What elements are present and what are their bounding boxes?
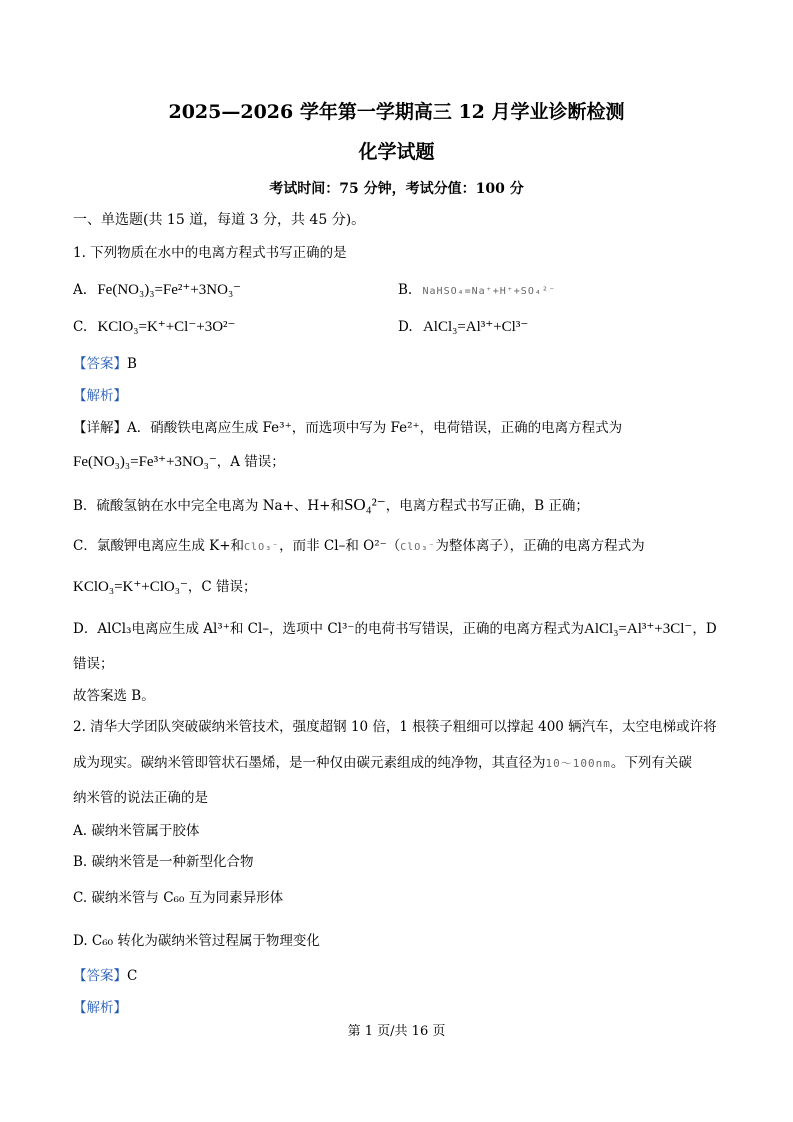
q1-detail-c-formula: KClO₃=K⁺+ClO₃⁻ — [73, 579, 188, 595]
q1-detail-tag: 【详解】 — [73, 420, 127, 436]
q1-option-c-label: C. — [73, 319, 88, 335]
section-heading: 一、单选题(共 15 道，每道 3 分，共 45 分)。 — [73, 212, 366, 228]
q1-detail-a-text: A．硝酸铁电离应生成 Fe³⁺，而选项中写为 Fe²⁺，电荷错误，正确的电离方程式为 — [127, 420, 623, 436]
q1-conclusion: 故答案选 B。 — [73, 688, 155, 704]
q1-detail-a — [73, 419, 622, 437]
q1-detail-c-tail: ，C 错误； — [187, 579, 257, 595]
q1-detail-b — [73, 496, 589, 515]
q1-option-b-label: B. — [398, 282, 413, 298]
q2-answer-value: C — [127, 968, 138, 984]
q1-detail-c-end: 为整体离子），正确的电离方程式为 — [435, 538, 645, 554]
q1-detail-a-end: ，A 错误； — [216, 454, 285, 470]
q1-detail-c — [73, 537, 645, 557]
q2-stem-line2b: 。下列有关碳 — [610, 755, 692, 771]
q1-stem: 1. 下列物质在水中的电离方程式书写正确的是 — [73, 245, 347, 261]
q1-detail-d-text: D．AlCl₃电离应生成 Al³⁺和 Cl–，选项中 Cl³⁻的电荷书写错误，正确的电离方程式为 — [73, 621, 585, 637]
q2-answer-tag: 【答案】 — [73, 968, 127, 984]
q1-detail-d-formula: AlCl₃=Al³⁺+3Cl⁻ — [584, 621, 693, 637]
q1-option-c-formula: KClO₃=K⁺+Cl⁻+3O²⁻ — [97, 319, 236, 335]
exam-title: 2025—2026 学年第一学期高三 12 月学业诊断检测 — [168, 101, 625, 123]
q2-answer — [73, 967, 137, 985]
q1-detail-c-text: C．氯酸钾电离应生成 K+和 — [73, 538, 245, 554]
q2-option-c: C. 碳纳米管与 C₆₀ 互为同素异形体 — [73, 890, 284, 906]
q1-option-a — [73, 281, 241, 299]
q2-analysis-tag: 【解析】 — [73, 1000, 127, 1016]
q2-option-d: D. C₆₀ 转化为碳纳米管过程属于物理变化 — [73, 933, 320, 949]
q1-detail-c-mid: ，而非 Cl–和 O²⁻（ — [279, 538, 401, 554]
q1-option-c — [73, 318, 235, 336]
q1-detail-b-end: ，电离方程式书写正确，B 正确； — [385, 498, 589, 514]
subject-title: 化学试题 — [358, 141, 435, 163]
q1-detail-d-wrap: 错误； — [73, 656, 114, 672]
q1-detail-a-formula: Fe(NO₃)₃=Fe³⁺+3NO₃⁻ — [73, 454, 217, 470]
q2-stem-range: 10～100nm — [545, 757, 611, 770]
q1-detail-b-text: B．硫酸氢钠在水中完全电离为 Na+、H+和 — [73, 498, 344, 514]
q1-detail-c-ion2: ClO₃⁻ — [400, 542, 436, 553]
q1-option-d-formula: AlCl₃=Al³⁺+Cl³⁻ — [422, 319, 529, 335]
q2-stem-line2a: 成为现实。碳纳米管即管状石墨烯，是一种仅由碳元素组成的纯净物，其直径为 — [73, 755, 546, 771]
q1-answer-tag: 【答案】 — [73, 356, 127, 372]
q1-detail-c-line2 — [73, 578, 257, 596]
q1-option-d-label: D. — [398, 319, 413, 335]
q1-analysis-tag: 【解析】 — [73, 388, 127, 404]
q2-stem-line1: 2. 清华大学团队突破碳纳米管技术，强度超钢 10 倍，1 根筷子粗细可以撑起 400 辆汽车，太空电梯或许将 — [73, 719, 717, 735]
q1-detail-b-formula: SO₄²⁻ — [343, 495, 386, 514]
q1-option-a-formula: Fe(NO₃)₃=Fe²⁺+3NO₃⁻ — [97, 282, 242, 298]
q1-answer — [73, 355, 137, 373]
q1-detail-c-ion: ClO₃⁻ — [244, 542, 280, 553]
q1-option-b-formula: NaHSO₄=Na⁺+H⁺+SO₄²⁻ — [422, 286, 556, 297]
q1-option-b — [398, 281, 556, 301]
q2-stem-line2 — [73, 754, 692, 773]
q1-option-a-label: A. — [73, 282, 88, 298]
exam-info: 考试时间：75 分钟，考试分值：100 分 — [269, 181, 524, 197]
q1-answer-value: B — [127, 356, 137, 372]
q1-detail-d-end: ，D — [692, 621, 717, 637]
q2-option-a: A. 碳纳米管属于胶体 — [73, 823, 200, 839]
q2-stem-line3: 纳米管的说法正确的是 — [73, 790, 208, 806]
q1-detail-d — [73, 620, 717, 638]
q1-detail-a-line2 — [73, 453, 285, 471]
q2-option-b: B. 碳纳米管是一种新型化合物 — [73, 854, 254, 870]
page-footer: 第 1 页/共 16 页 — [347, 1024, 446, 1039]
q1-option-d — [398, 318, 528, 336]
